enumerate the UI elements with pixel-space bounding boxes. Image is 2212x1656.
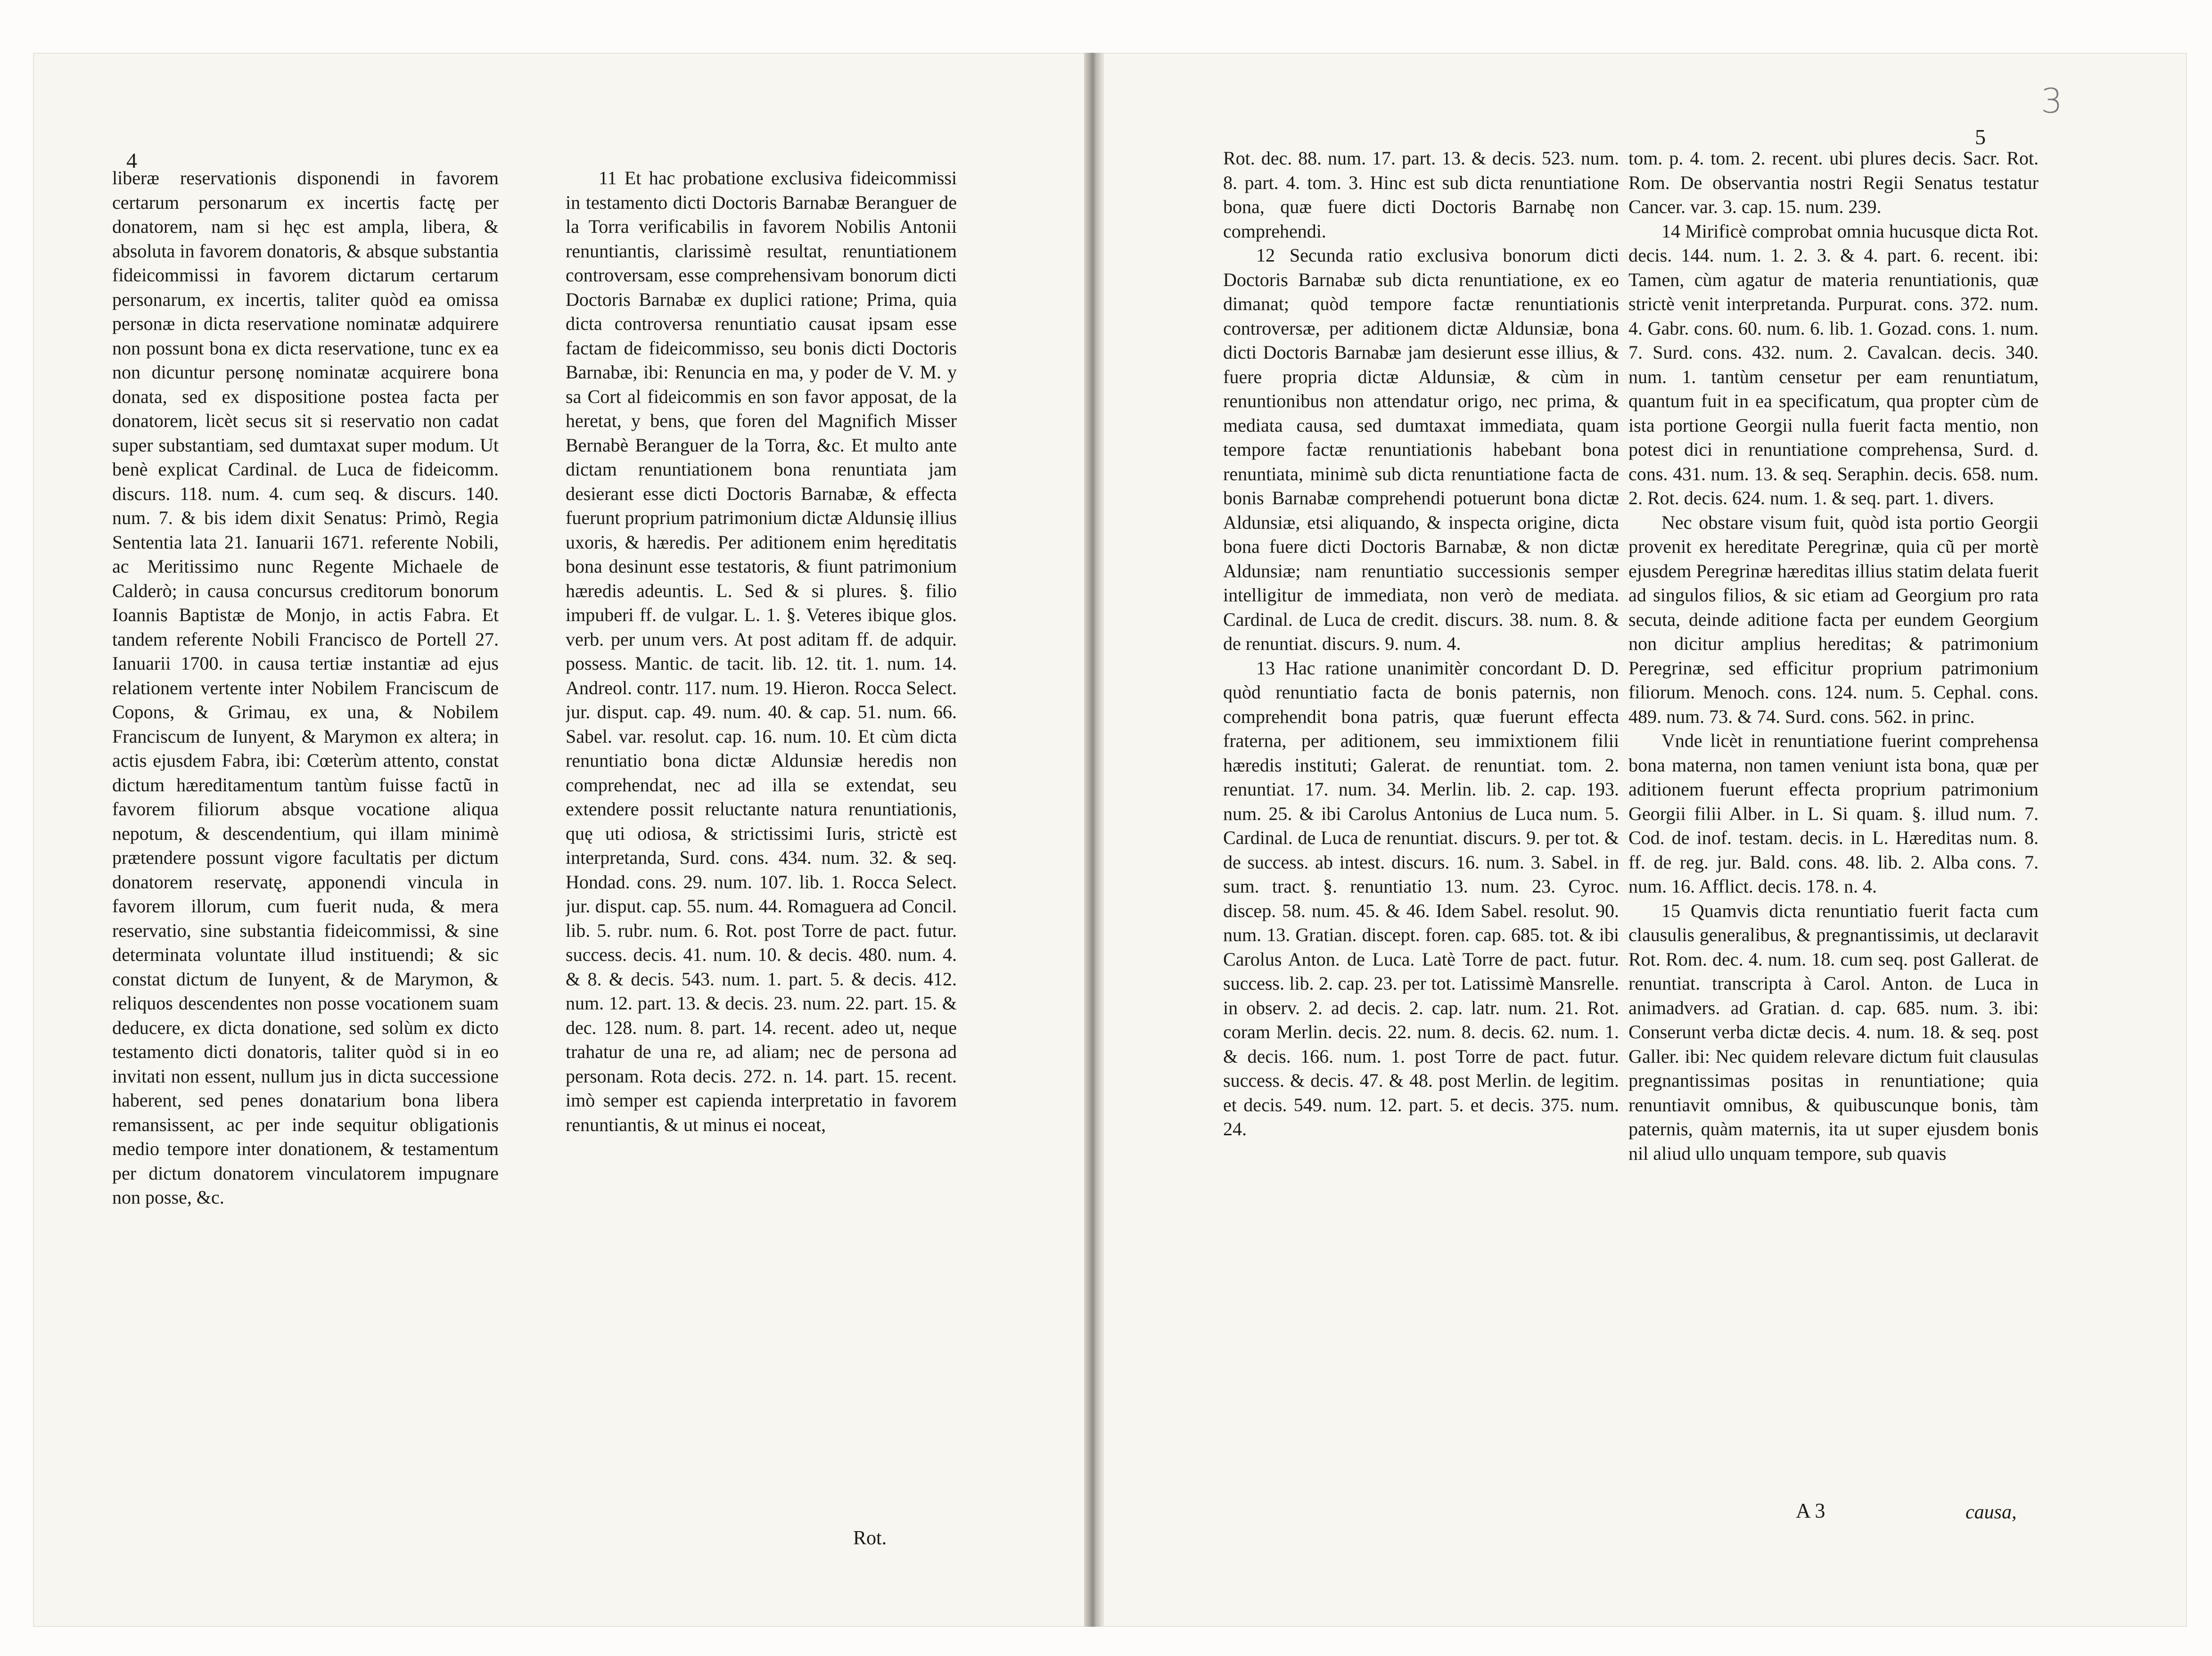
paragraph: 15 Quamvis dicta renuntiatio fuerit facta cum clausulis generalibus, & pregnantissimis, ut declaravit Rot. Rom. dec. 4. num. 18. cum seq. post Gallerat. de renuntiat. transcripta à Carol. Anton. de Luca in animadvers. ad Gratian. d. cap. 685. num. 3. ibi: Conserunt verba dictæ decis. 4. num. 18. & seq. post Galler. ibi: Nec quidem relevare dictum fuit clausulas pregnantissimas positas in renuntiatione; quia renuntiavit omnibus, & quibuscunque bonis, tàm paternis, quàm maternis, ita ut super ejusdem bonis nil aliud ullo unquam tempore, sub quavis (1628, 900, 2039, 1164)
sheet-number: 3 (2041, 81, 2063, 121)
paragraph: 11 Et hac probatione exclusiva fideicommissi in testamento dicti Doctoris Barnabæ Beranguer de la Torra verificabilis in favorem Nobilis Antonii renuntiantis, clarissimè resultat, renuntiationem controversam, esse comprehensivam bonorum dicti Doctoris Barnabæ ex duplici ratione; Prima, quia dicta controversa renuntiatio causat ipsam esse factam de fideicommisso, seu bonis dicti Doctoris Barnabæ, ibi: Renuncia en ma, y poder de V. M. y sa Cort al fideicommis en son favor apposat, de la heretat, y bens, que foren del Magnifich Misser Bernabè Beranguer de la Torra, &c. Et multo ante dictam renuntiationem bona renuntiata jam desierant esse dicti Doctoris Barnabæ, & effecta fuerunt proprium patrimonium dictæ Aldunsię illius uxoris, & hæredis. Per aditionem enim hęreditatis bona desinunt esse testatoris, & fiunt patrimonium hæredis adeuntis. L. Sed & si plures. §. filio impuberi ff. de vulgar. L. 1. §. Veteres ibique glos. verb. per unum vers. At post aditam ff. de adquir. possess. Mantic. de tacit. lib. 12. tit. 1. num. 14. Andreol. contr. 117. num. 19. Hieron. Rocca Select. jur. disput. cap. 49. num. 40. & cap. 51. num. 66. Sabel. var. resolut. cap. 16. num. 10. Et cùm dicta renuntiatio bona dictæ Aldunsiæ heredis non comprehendat, nec ad illa se extendat, seu extendere possit reluctante natura renuntiationis, quę uti odiosa, & strictissimi Iuris, strictè est interpretanda, Surd. cons. 434. num. 32. & seq. Hondad. cons. 29. num. 107. lib. 1. Rocca Select. jur. disput. cap. 55. num. 44. Romaguera ad Concil. lib. 5. rubr. num. 6. Rot. post Torre de pact. futur. success. decis. 41. num. 10. & decis. 480. num. 4. & 8. & decis. 543. num. 1. part. 5. & decis. 412. num. 12. part. 13. & decis. 23. num. 22. part. 15. & dec. 128. num. 8. part. 14. recent. adeo ut, neque trahatur de una re, ad aliam; nec de persona ad personam. Rota decis. 272. n. 14. part. 15. recent. imò semper est capienda interpretatio in favorem renuntiantis, & ut minus ei noceat, (566, 167, 957, 1135)
paragraph: Vnde licèt in renuntiatione fuerint comprehensa bona materna, non tamen veniunt ista bona, quæ per aditionem fuerunt effecta proprium patrimonium Georgii filii Alber. in L. Si quam. §. illud num. 7. Cod. de inof. testam. decis. in L. Hæreditas num. 8. ff. de reg. jur. Bald. cons. 48. lib. 2. Alba cons. 7. num. 16. Afflict. decis. 178. n. 4. (1628, 730, 2039, 897)
paragraph: Nec obstare visum fuit, quòd ista portio Georgii provenit ex hereditate Peregrinæ, quia cũ per mortè ejusdem Peregrinæ hæreditas illius statim delata fuerit ad singulos filios, & sic etiam ad Georgium pro rata secuta, deinde aditione facta per eundem Georgium non dicitur amplius hereditas; & patrimonium Peregrinæ, sed efficitur proprium patrimonium filiorum. Menoch. cons. 124. num. 5. Cephal. cons. 489. num. 73. & 74. Surd. cons. 562. in princ. (1628, 511, 2039, 727)
right-catchword: causa, (1965, 1501, 2017, 1523)
paragraph: 14 Mirificè comprobat omnia hucusque dicta Rot. decis. 144. num. 1. 2. 3. & 4. part. 6. recent. ibi: Tamen, cùm agatur de materia renuntiationis, quæ strictè venit interpretanda. Purpurat. cons. 372. num. 4. Gabr. cons. 60. num. 6. lib. 1. Gozad. cons. 1. num. 7. Surd. cons. 432. num. 2. Cavalcan. decis. 340. num. 1. tantùm censetur per eam renuntiatum, quantum fuit in ea specificatum, qua propter cùm de ista portione Georgii nulla fuerit facta mentio, non potest dici in renuntiatione comprehensa, Surd. d. cons. 431. num. 13. & seq. Seraphin. decis. 658. num. 2. Rot. decis. 624. num. 1. & seq. part. 1. divers. (1628, 220, 2039, 508)
left-folio: 4 (126, 148, 137, 172)
paragraph: liberæ reservationis disponendi in favorem certarum personarum ex incertis factę per donatorem, nam si hęc est ampla, libera, & absoluta in favorem donatoris, & absque substantia fideicommissi in favorem dictarum certarum personarum, ex incertis, taliter quòd ea omissa personæ in dicta reservatione nominatæ adquirere non possunt bona ex dicta reservatione, tunc ex ea non dicuntur personę nominatæ acquirere bona donata, sed ex dispositione postea facta per donatorem, licèt secus sit si reservatio non cadat super substantiam, sed dumtaxat super modum. Ut benè explicat Cardinal. de Luca de fideicomm. discurs. 118. num. 4. cum seq. & discurs. 140. num. 7. & bis idem dixit Senatus: Primò, Regia Sententia lata 21. Ianuarii 1671. referente Nobili, ac Meritissimo nunc Regente Michaele de Calderò; in causa concursus creditorum bonorum Ioannis Baptistæ de Monjo, in actis Fabra. Et tandem referente Nobili Francisco de Portell 27. Ianuarii 1700. in causa tertiæ instantiæ ad ejus relationem vertente inter Nobilem Franciscum de Copons, & Grimau, ex una, & Nobilem Franciscum de Iunyent, & Marymon ex altera; in actis ejusdem Fabra, ibi: Cœterùm attento, constat dictum hæreditamentum tantùm fuisse factũ in favorem filiorum absque vocatione aliqua nepotum, & descendentium, qui illam minimè prætendere possunt vigore facultatis per dictum donatorem reservatę, apponendi vincula in favorem illorum, cum fuerit nuda, & mera reservatio, sine substantia fideicommissi, & sine determinata voluntate illud instituendi; & sic constat dictum de Iunyent, & de Marymon, & reliquos descendentes non posse vocationem suam deducere, ex dicta donatione, sed solùm ex dicto testamento dicti donatoris, taliter quòd si in eo invitati non essent, nullum jus in dicta successione haberent, sed penes donatarium bona libera remansissent, ac per inde sequitur obligationis medio tempore inter donationem, & testamentum per dictum donatorem vinculatorem impugnare non posse, &c. (112, 167, 499, 1208)
paragraph: 12 Secunda ratio exclusiva bonorum dicti Doctoris Barnabæ sub dicta renuntiatione, ex eo dimanat; quòd tempore factæ renuntiationis controversæ, per aditionem dictæ Aldunsiæ, bona dicti Doctoris Barnabæ jam desierunt esse illius, & fuere propria dictæ Aldunsiæ, & cùm in renuntionibus non attendatur origo, nec prima, & mediata causa, sed dumtaxat immediata, quam tempore factæ renuntiationis habebant bona renuntiata, minimè sub dicta renuntiatione facta de bonis Barnabæ comprehendi potuerunt bona dictæ Aldunsiæ, etsi aliquando, & inspecta origine, dicta bona fuere dicti Doctoris Barnabæ, & non dictæ Aldunsiæ; nam renuntiatio successionis semper intelligitur de immediata, non verò de mediata. Cardinal. de Luca de credit. discurs. 38. num. 8. & de renuntiat. discurs. 9. num. 4. (1223, 245, 1619, 654)
right-column-2 (1628, 146, 2039, 1494)
left-catchword: Rot. (853, 1527, 887, 1549)
paragraph: 13 Hac ratione unanimitèr concordant D. D. quòd renuntiatio facta de bonis paternis, non comprehendit bona patris, quæ fuerunt effecta fraterna, per aditionem, seu immixtionem filii hæredis instituti; Galerat. de renuntiat. tom. 2. renuntiat. 17. num. 34. Merlin. lib. 2. cap. 193. num. 25. & ibi Carolus Antonius de Luca num. 5. Cardinal. de Luca de renuntiat. discurs. 9. per tot. & de success. ab intest. discurs. 16. num. 3. Sabel. in sum. tract. §. renuntiatio 13. num. 23. Cyroc. discep. 58. num. 45. & 46. Idem Sabel. resolut. 90. num. 13. Gratian. discept. foren. cap. 685. tot. & ibi Carolus Anton. de Luca. Latè Torre de pact. futur. success. lib. 2. cap. 23. per tot. Latissimè Mansrelle. in observ. 2. ad decis. 2. cap. latr. num. 21. Rot. coram Merlin. decis. 22. num. 8. decis. 62. num. 1. & decis. 166. num. 1. post Torre de pact. futur. success. & decis. 47. & 48. post Merlin. de legitim. et decis. 549. num. 12. part. 5. et decis. 375. num. 24. (1223, 657, 1619, 1140)
signature-mark: A 3 (1796, 1499, 1826, 1522)
paragraph: tom. p. 4. tom. 2. recent. ubi plures decis. Sacr. Rot. Rom. De observantia nostri Regii Senatus testatur Cancer. var. 3. cap. 15. num. 239. (1628, 148, 2039, 217)
left-column-1 (112, 166, 499, 1575)
book-gutter (1084, 53, 1104, 1627)
right-folio: 5 (1975, 125, 1986, 149)
paragraph: Rot. dec. 88. num. 17. part. 13. & decis. 523. num. 8. part. 4. tom. 3. Hinc est sub dicta renuntiatione bona, quæ fuere dicti Doctoris Barnabę non comprehendi. (1223, 148, 1619, 242)
left-column-2 (566, 166, 957, 1547)
right-column-1 (1223, 146, 1619, 1513)
